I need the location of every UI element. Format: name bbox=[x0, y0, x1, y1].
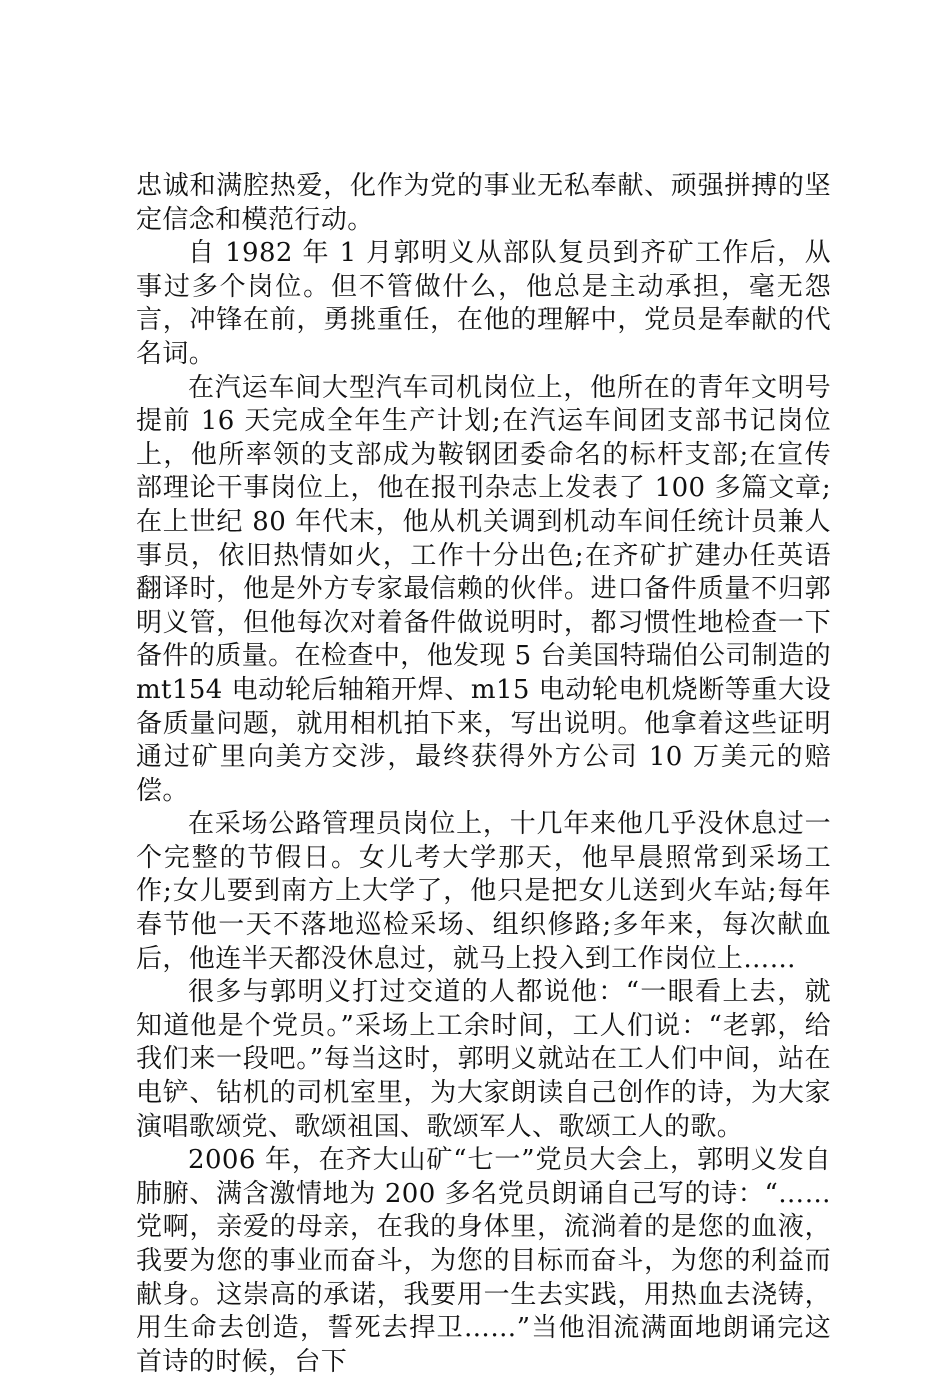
paragraph-5: 很多与郭明义打过交道的人都说他：“一眼看上去，就知道他是个党员。”采场上工余时间，工人们说：“老郭，给我们来一段吧。”每当这时，郭明义就站在工人们中间，站在电铲、钻机的司机室里，为大家朗读自己创作的诗，为大家演唱歌颂党、歌颂祖国、歌颂军人、歌颂工人的歌。 bbox=[136, 977, 831, 1142]
document-page bbox=[136, 170, 831, 1379]
paragraph-4: 在采场公路管理员岗位上，十几年来他几乎没休息过一个完整的节假日。女儿考大学那天，他早晨照常到采场工作;女儿要到南方上大学了，他只是把女儿送到火车站;每年春节他一天不落地巡检采场、组织修路;多年来，每次献血后，他连半天都没休息过，就马上投入到工作岗位上…… bbox=[136, 809, 831, 974]
paragraph-3: 在汽运车间大型汽车司机岗位上，他所在的青年文明号提前 16 天完成全年生产计划;在汽运车间团支部书记岗位上，他所率领的支部成为鞍钢团委命名的标杆支部;在宣传部理论干事岗位上，他在报刊杂志上发表了 100 多篇文章;在上世纪 80 年代末，他从机关调到机动车间任统计员兼人事员，依旧热情如火，工作十分出色;在齐矿扩建办任英语翻译时，他是外方专家最信赖的伙伴。进口备件质量不归郭明义管，但他每次对着备件做说明时，都习惯性地检查一下备件的质量。在检查中，他发现 5 台美国特瑞伯公司制造的 mt154 电动轮后轴箱开焊、m15 电动轮电机烧断等重大设备质量问题，就用相机拍下来，写出说明。他拿着这些证明通过矿里向美方交涉，最终获得外方公司 10 万美元的赔偿。 bbox=[136, 372, 831, 806]
paragraph-6: 2006 年，在齐大山矿“七一”党员大会上，郭明义发自肺腑、满含激情地为 200 多名党员朗诵自己写的诗：“……党啊，亲爱的母亲，在我的身体里，流淌着的是您的血液，我要为您的事业而奋斗，为您的目标而奋斗，为您的利益而献身。这崇高的承诺，我要用一生去实践，用热血去浇铸，用生命去创造，誓死去捍卫……”当他泪流满面地朗诵完这首诗的时候，台下 bbox=[136, 1145, 831, 1377]
paragraph-2: 自 1982 年 1 月郭明义从部队复员到齐矿工作后，从事过多个岗位。但不管做什么，他总是主动承担，毫无怨言，冲锋在前，勇挑重任，在他的理解中，党员是奉献的代名词。 bbox=[136, 238, 831, 369]
paragraph-1: 忠诚和满腔热爱，化作为党的事业无私奉献、顽强拼搏的坚定信念和模范行动。 bbox=[136, 171, 831, 235]
